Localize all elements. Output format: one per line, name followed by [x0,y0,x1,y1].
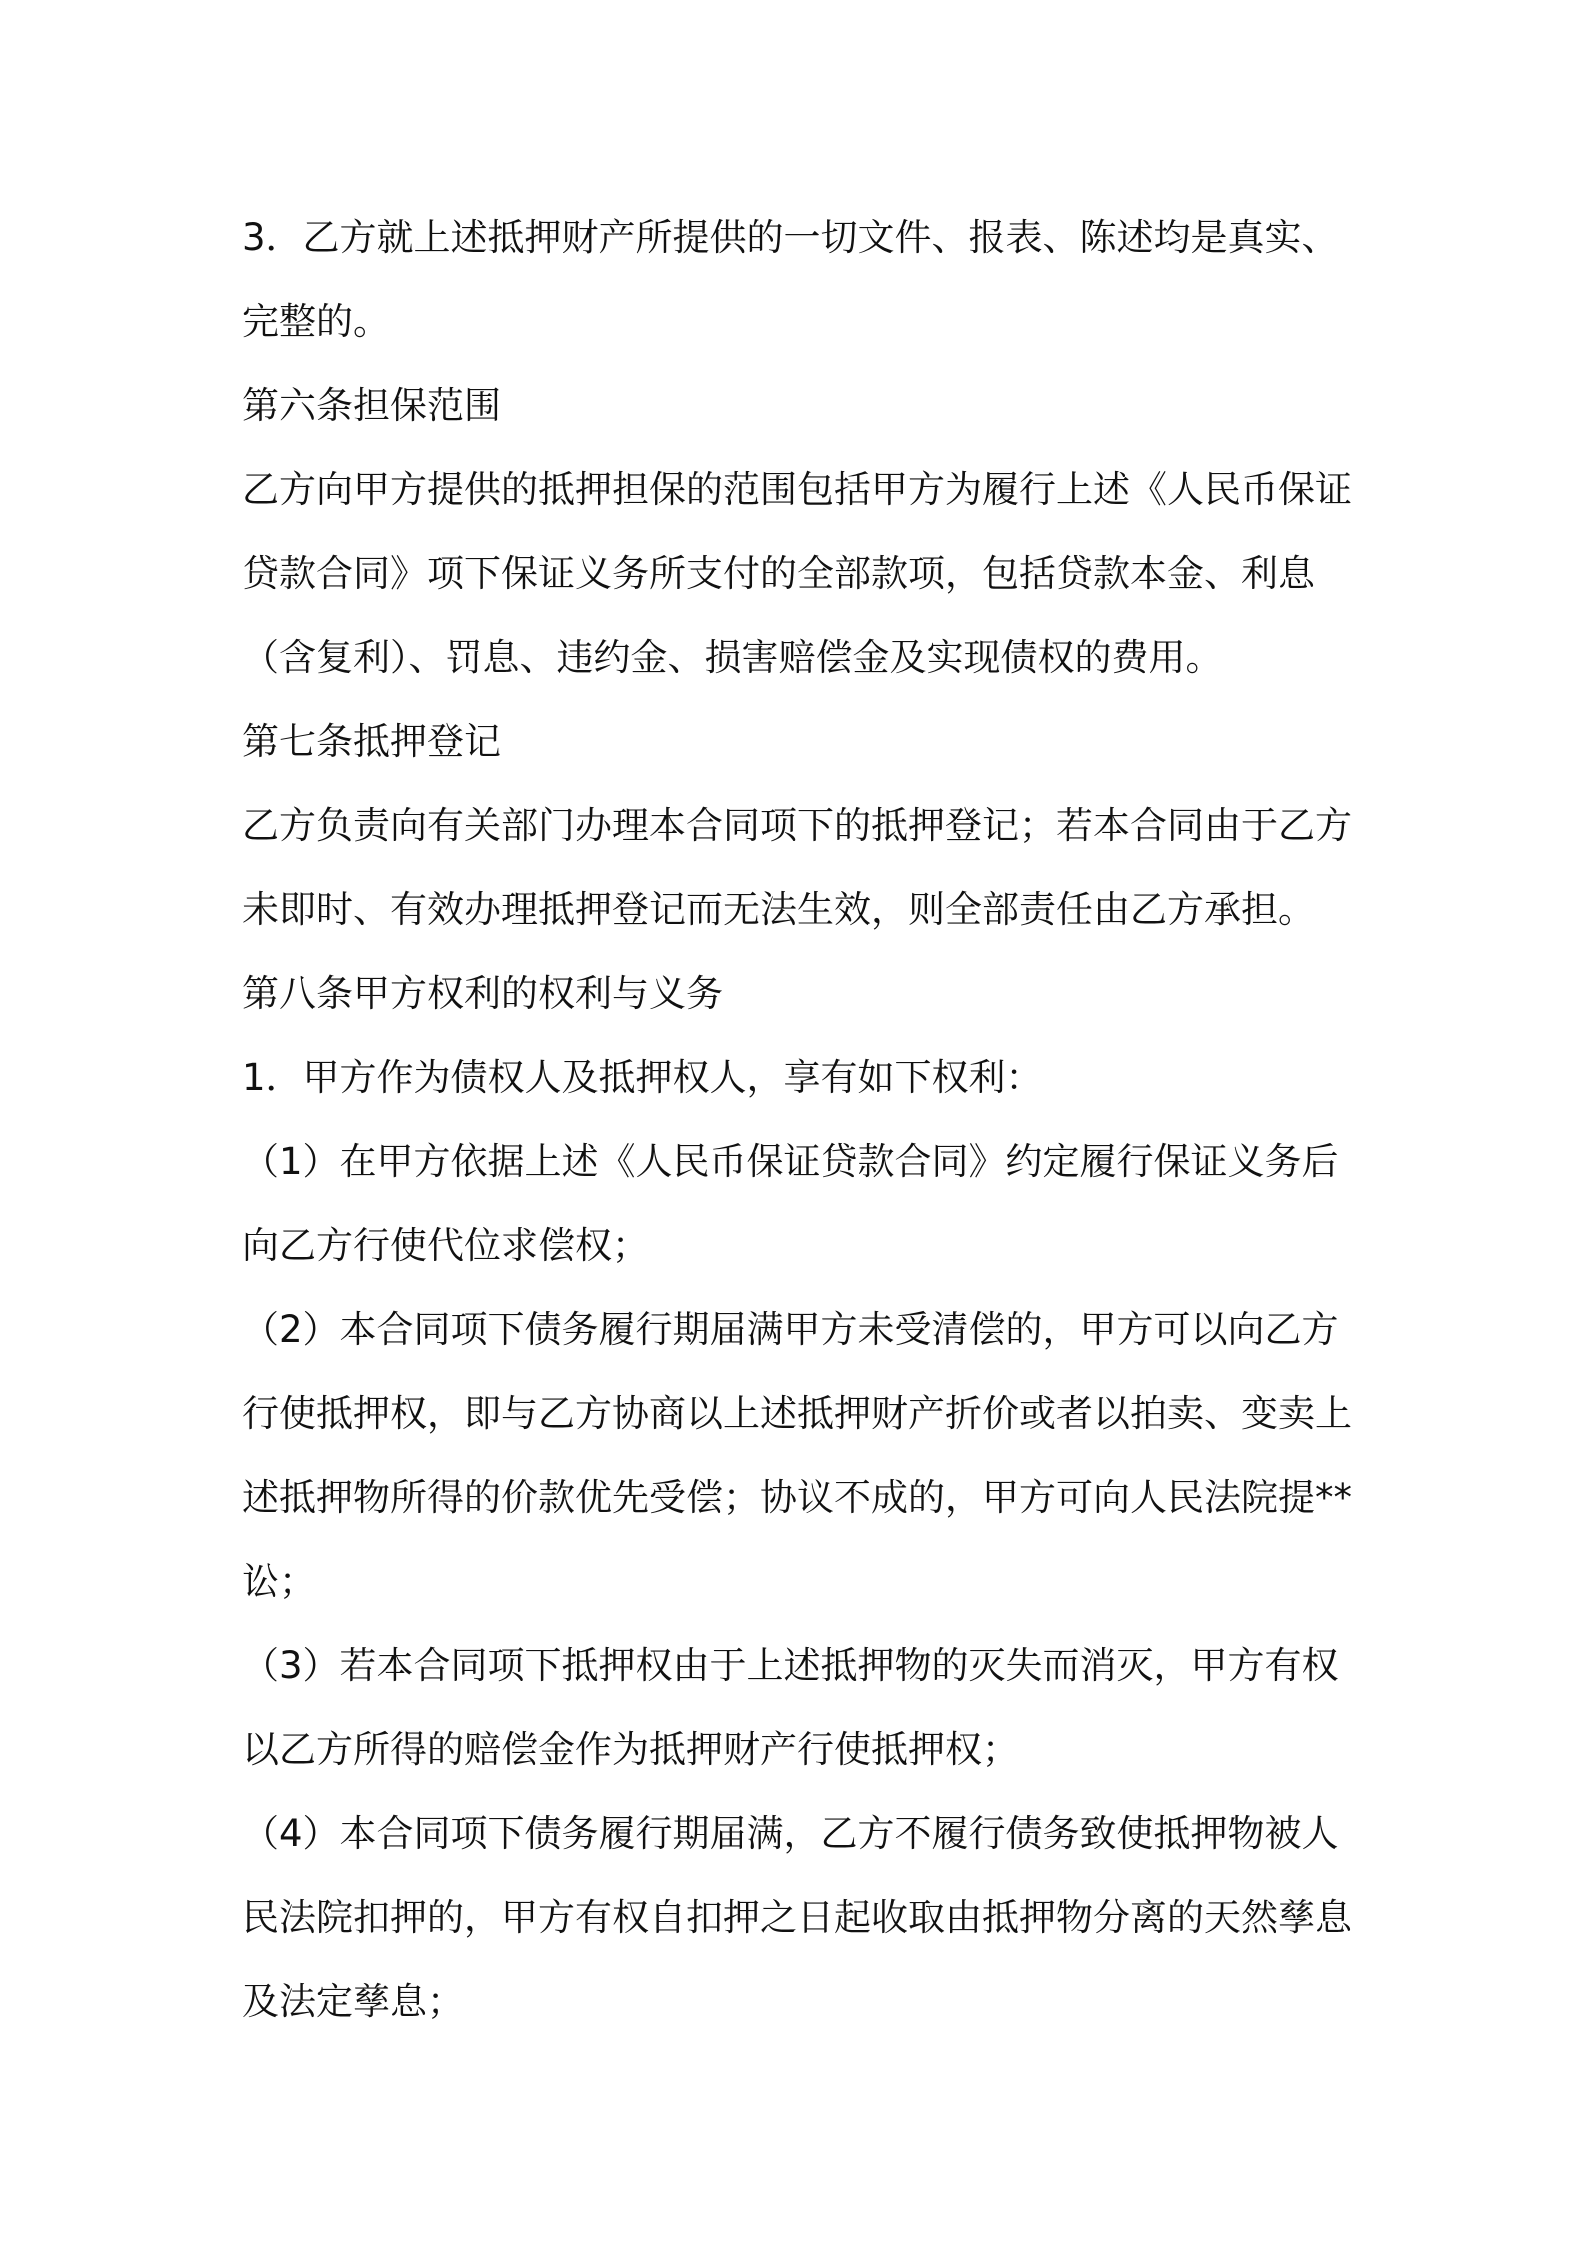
article-8-subitem-4: （4）本合同项下债务履行期届满，乙方不履行债务致使抵押物被人民法院扣押的，甲方有权自扣押之日起收取由抵押物分离的天然孳息及法定孳息； [242,1812,1352,2023]
document-body [242,196,1362,2044]
article-8-subitem-3: （3）若本合同项下抵押权由于上述抵押物的灭失而消灭，甲方有权以乙方所得的赔偿金作为抵押财产行使抵押权； [242,1644,1339,1771]
article-8-heading: 第八条甲方权利的权利与义务 [242,972,723,1015]
article-7-heading: 第七条抵押登记 [242,720,501,763]
article-8-subitem-2: （2）本合同项下债务履行期届满甲方未受清偿的，甲方可以向乙方行使抵押权，即与乙方协商以上述抵押财产折价或者以拍卖、变卖上述抵押物所得的价款优先受偿；协议不成的，甲方可向人民法院提**讼； [242,1308,1352,1603]
article-6-body: 乙方向甲方提供的抵押担保的范围包括甲方为履行上述《人民币保证贷款合同》项下保证义务所支付的全部款项，包括贷款本金、利息（含复利）、罚息、违约金、损害赔偿金及实现债权的费用。 [242,468,1352,679]
article-6-heading: 第六条担保范围 [242,384,501,427]
article-8-item-1: 1．甲方作为债权人及抵押权人，享有如下权利： [242,1056,1043,1099]
clause-5-item-3: 3．乙方就上述抵押财产所提供的一切文件、报表、陈述均是真实、完整的。 [242,216,1339,343]
article-8-subitem-1: （1）在甲方依据上述《人民币保证贷款合同》约定履行保证义务后向乙方行使代位求偿权； [242,1140,1339,1267]
article-7-body: 乙方负责向有关部门办理本合同项下的抵押登记；若本合同由于乙方未即时、有效办理抵押登记而无法生效，则全部责任由乙方承担。 [242,804,1352,931]
